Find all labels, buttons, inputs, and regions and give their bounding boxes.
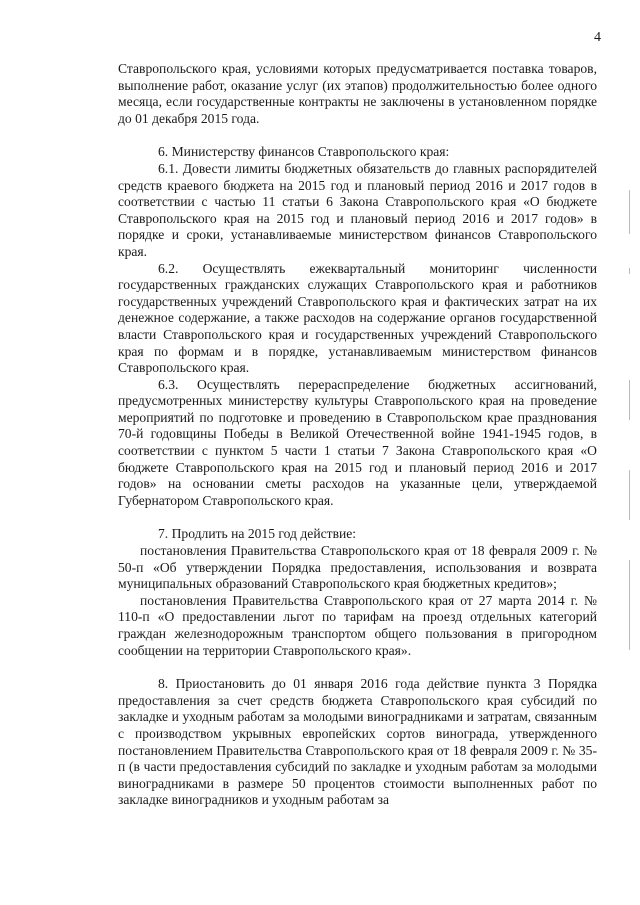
scan-edge-mark	[629, 470, 630, 520]
scan-edge-mark	[629, 560, 630, 650]
paragraph-7-item-1: постановления Правительства Ставропольского края от 18 февраля 2009 г. № 50-п «Об утверждении Порядка предоставления, использования и возврата муниципальных образований Ставропольского края бюджетных кредитов»;	[118, 543, 597, 592]
scan-edge-mark	[629, 380, 630, 420]
paragraph-6-1: 6.1. Довести лимиты бюджетных обязательств до главных распорядителей средств краевого бюджета на 2015 год и плановый период 2016 и 2017 годов в соответствии с частью 11 статьи 6 Закона Ставропольского края «О бюджете Ставропольского края на 2015 год и плановый период 2016 и 2017 годов» в порядке и сроки, устанавливаемые министерством финансов Ставропольского края.	[118, 160, 597, 259]
scan-edge-mark	[629, 268, 630, 274]
paragraph-continuation: Ставропольского края, условиями которых предусматривается поставка товаров, выполнение работ, оказание услуг (их этапов) продолжительностью более одного месяца, если государственные контракты не заключены в установленном порядке до 01 декабря 2015 года.	[118, 61, 597, 126]
section-8-paragraph: 8. Приостановить до 01 января 2016 года действие пункта 3 Порядка предоставления за счет средств бюджета Ставропольского края субсидий по закладке и уходным работам за молодыми виноградниками и затратам, связанным с производством укрывных европейских сортов винограда, утвержденного постановлением Правительства Ставропольского края от 18 февраля 2009 г. № 35-п (в части предоставления субсидий по закладке и уходным работам за молодыми виноградниками в размере 50 процентов стоимости выполненных работ по закладке виноградников и уходным работам за	[118, 676, 597, 808]
page-number: 4	[594, 30, 601, 45]
section-6-heading: 6. Министерству финансов Ставропольского края:	[158, 144, 450, 160]
paragraph-7-item-2: постановления Правительства Ставропольского края от 27 марта 2014 г. № 110-п «О предоставлении льгот по тарифам на проезд отдельных категорий граждан железнодорожным транспортом общего пользования в пригородном сообщении на территории Ставропольского края».	[118, 592, 597, 658]
scan-edge-mark	[629, 190, 630, 234]
section-7-heading: 7. Продлить на 2015 год действие:	[158, 526, 357, 542]
paragraph-6-3: 6.3. Осуществлять перераспределение бюджетных ассигнований, предусмотренных министерству культуры Ставропольского края на проведение мероприятий по подготовке и проведению в Ставропольском крае празднования 70-й годовщины Победы в Великой Отечественной войне 1941-1945 годов, в соответствии с пунктом 5 части 1 статьи 7 Закона Ставропольского края «О бюджете Ставропольского края на 2015 год и плановый период 2016 и 2017 годов» на основании сметы расходов на указанные цели, утверждаемой Губернатором Ставропольского края.	[118, 376, 597, 508]
document-body	[118, 61, 597, 809]
paragraph-6-2: 6.2. Осуществлять ежеквартальный мониторинг численности государственных гражданских служащих Ставропольского края и работников государственных учреждений Ставропольского края и фактических затрат на их денежное содержание, а также расходов на содержание органов государственной власти Ставропольского края и государственных учреждений Ставропольского края по формам и в порядке, устанавливаемым министерством финансов Ставропольского края.	[118, 260, 597, 376]
